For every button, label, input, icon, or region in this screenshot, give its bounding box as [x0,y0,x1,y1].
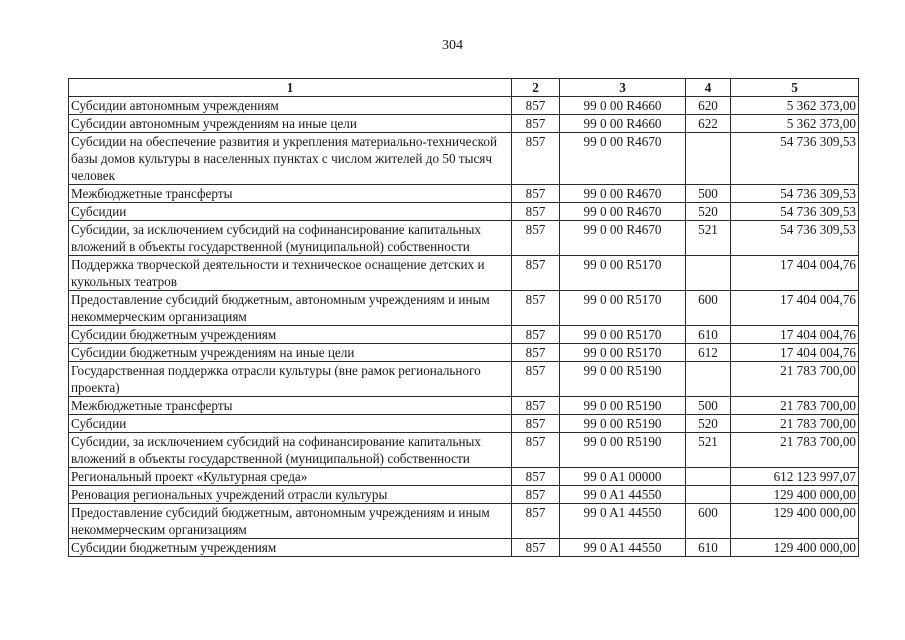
row-gr-cell: 857 [512,433,560,468]
table-row [69,203,859,221]
row-sum-cell: 5 362 373,00 [731,97,859,115]
row-code-cell: 99 0 00 R4670 [560,203,686,221]
row-gr-cell: 857 [512,539,560,557]
row-kvr-cell: 600 [686,291,731,326]
table-row [69,256,859,291]
row-gr-cell: 857 [512,362,560,397]
row-code-cell: 99 0 00 R5170 [560,256,686,291]
table-row [69,539,859,557]
row-kvr-cell: 610 [686,539,731,557]
row-sum-cell: 21 783 700,00 [731,415,859,433]
row-gr-cell: 857 [512,468,560,486]
row-sum-cell: 54 736 309,53 [731,221,859,256]
table-row [69,115,859,133]
row-code-cell: 99 0 A1 44550 [560,504,686,539]
row-sum-cell: 54 736 309,53 [731,133,859,185]
row-sum-cell: 17 404 004,76 [731,291,859,326]
table-row [69,291,859,326]
row-kvr-cell: 500 [686,185,731,203]
row-kvr-cell: 520 [686,415,731,433]
row-kvr-cell: 521 [686,433,731,468]
row-name-cell: Субсидии бюджетным учреждениям [69,326,512,344]
row-name-cell: Субсидии автономным учреждениям [69,97,512,115]
row-name-cell: Государственная поддержка отрасли культуры (вне рамок регионального проекта) [69,362,512,397]
row-kvr-cell: 622 [686,115,731,133]
table-body [69,97,859,557]
row-sum-cell: 21 783 700,00 [731,433,859,468]
header-col-5: 5 [731,79,859,97]
table-row [69,326,859,344]
row-gr-cell: 857 [512,115,560,133]
row-kvr-cell [686,362,731,397]
header-col-4: 4 [686,79,731,97]
row-name-cell: Субсидии, за исключением субсидий на софинансирование капитальных вложений в объекты государственной (муниципальной) собственности [69,433,512,468]
row-gr-cell: 857 [512,326,560,344]
row-sum-cell: 17 404 004,76 [731,344,859,362]
row-code-cell: 99 0 00 R5190 [560,415,686,433]
header-col-3: 3 [560,79,686,97]
table-row [69,486,859,504]
row-gr-cell: 857 [512,203,560,221]
row-code-cell: 99 0 00 R4670 [560,185,686,203]
row-name-cell: Предоставление субсидий бюджетным, автономным учреждениям и иным некоммерческим организациям [69,504,512,539]
row-code-cell: 99 0 00 R4660 [560,115,686,133]
row-kvr-cell [686,133,731,185]
row-code-cell: 99 0 00 R4670 [560,133,686,185]
row-sum-cell: 17 404 004,76 [731,326,859,344]
row-gr-cell: 857 [512,97,560,115]
row-kvr-cell: 600 [686,504,731,539]
row-kvr-cell: 610 [686,326,731,344]
row-code-cell: 99 0 A1 44550 [560,486,686,504]
row-gr-cell: 857 [512,397,560,415]
row-kvr-cell [686,256,731,291]
header-col-2: 2 [512,79,560,97]
row-gr-cell: 857 [512,256,560,291]
row-kvr-cell: 500 [686,397,731,415]
row-name-cell: Реновация региональных учреждений отрасли культуры [69,486,512,504]
row-sum-cell: 21 783 700,00 [731,362,859,397]
table-row [69,362,859,397]
row-name-cell: Субсидии, за исключением субсидий на софинансирование капитальных вложений в объекты государственной (муниципальной) собственности [69,221,512,256]
table-row [69,433,859,468]
row-kvr-cell [686,486,731,504]
row-sum-cell: 129 400 000,00 [731,539,859,557]
row-kvr-cell [686,468,731,486]
row-gr-cell: 857 [512,133,560,185]
row-sum-cell: 54 736 309,53 [731,203,859,221]
row-kvr-cell: 620 [686,97,731,115]
row-name-cell: Субсидии на обеспечение развития и укрепления материально-технической базы домов культуры в населенных пунктах с числом жителей до 50 тысяч человек [69,133,512,185]
table-row [69,185,859,203]
row-sum-cell: 21 783 700,00 [731,397,859,415]
row-kvr-cell: 520 [686,203,731,221]
row-name-cell: Региональный проект «Культурная среда» [69,468,512,486]
row-name-cell: Межбюджетные трансферты [69,185,512,203]
row-name-cell: Субсидии бюджетным учреждениям на иные цели [69,344,512,362]
row-gr-cell: 857 [512,291,560,326]
row-kvr-cell: 521 [686,221,731,256]
table-row [69,504,859,539]
row-name-cell: Предоставление субсидий бюджетным, автономным учреждениям и иным некоммерческим организациям [69,291,512,326]
row-code-cell: 99 0 00 R5190 [560,433,686,468]
row-code-cell: 99 0 00 R5170 [560,326,686,344]
row-sum-cell: 129 400 000,00 [731,486,859,504]
row-name-cell: Субсидии бюджетным учреждениям [69,539,512,557]
row-sum-cell: 612 123 997,07 [731,468,859,486]
page-number: 304 [442,38,463,53]
row-code-cell: 99 0 00 R4670 [560,221,686,256]
row-code-cell: 99 0 00 R4660 [560,97,686,115]
table-row [69,133,859,185]
row-sum-cell: 17 404 004,76 [731,256,859,291]
row-code-cell: 99 0 00 R5190 [560,397,686,415]
row-name-cell: Субсидии [69,415,512,433]
row-gr-cell: 857 [512,415,560,433]
row-gr-cell: 857 [512,185,560,203]
header-col-1: 1 [69,79,512,97]
table-row [69,468,859,486]
header-row [69,79,859,97]
table-row [69,97,859,115]
row-sum-cell: 5 362 373,00 [731,115,859,133]
row-sum-cell: 54 736 309,53 [731,185,859,203]
row-code-cell: 99 0 00 R5190 [560,362,686,397]
table-row [69,415,859,433]
row-name-cell: Субсидии автономным учреждениям на иные цели [69,115,512,133]
table-row [69,344,859,362]
row-gr-cell: 857 [512,221,560,256]
row-gr-cell: 857 [512,504,560,539]
row-name-cell: Поддержка творческой деятельности и техническое оснащение детских и кукольных театров [69,256,512,291]
row-name-cell: Субсидии [69,203,512,221]
row-code-cell: 99 0 A1 44550 [560,539,686,557]
row-code-cell: 99 0 A1 00000 [560,468,686,486]
row-sum-cell: 129 400 000,00 [731,504,859,539]
row-code-cell: 99 0 00 R5170 [560,344,686,362]
table-row [69,397,859,415]
row-gr-cell: 857 [512,344,560,362]
row-gr-cell: 857 [512,486,560,504]
table-header [69,79,859,97]
row-code-cell: 99 0 00 R5170 [560,291,686,326]
table-row [69,221,859,256]
budget-table [68,78,859,557]
row-name-cell: Межбюджетные трансферты [69,397,512,415]
row-kvr-cell: 612 [686,344,731,362]
